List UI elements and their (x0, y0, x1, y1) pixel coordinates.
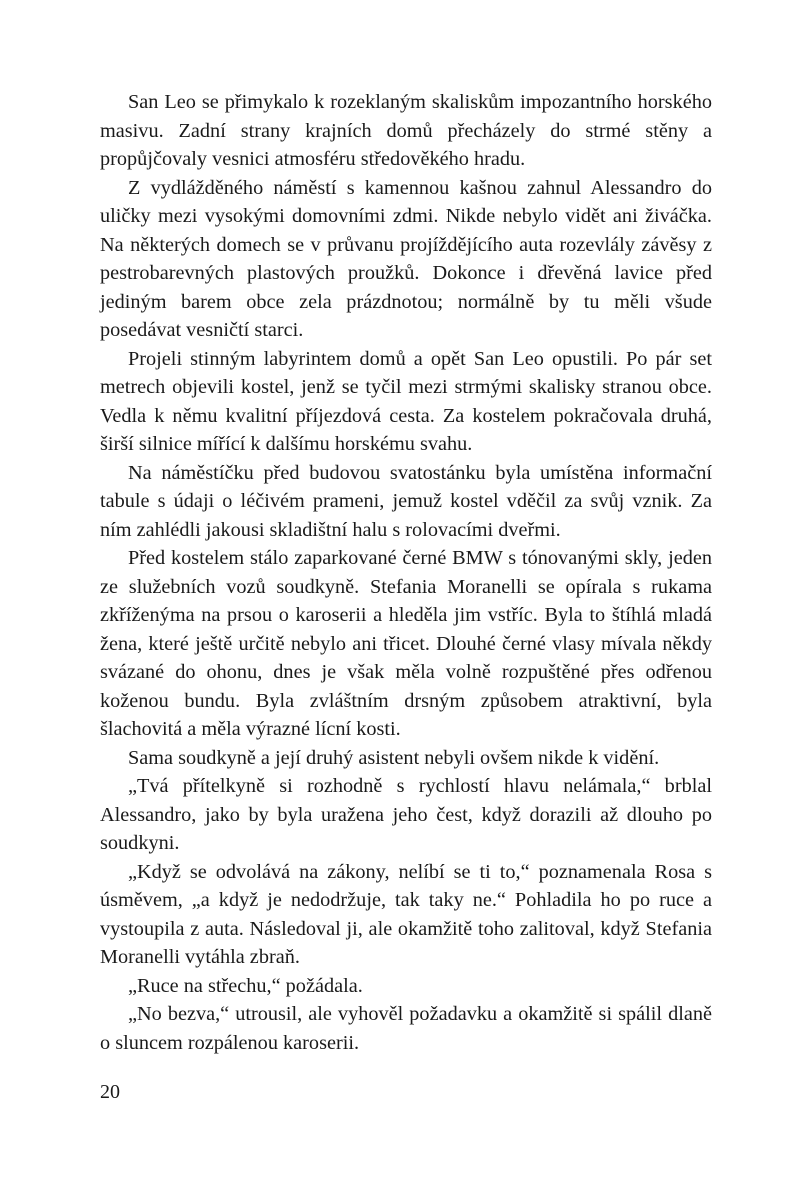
page-number: 20 (100, 1081, 120, 1103)
paragraph: San Leo se přimykalo k rozeklaným skaliskům impozantního horského masivu. Zadní strany krajních domů přecházely do strmé stěny a propůjčovaly vesnici atmosféru středověkého hradu. (100, 91, 712, 170)
paragraph: „Tvá přítelkyně si rozhodně s rychlostí hlavu nelámala,“ brblal Alessandro, jako by byla uražena jeho čest, když dorazili až dlouho po soudkyni. (100, 775, 712, 854)
page-body (100, 88, 712, 1057)
paragraph: „No bezva,“ utrousil, ale vyhověl požadavku a okamžitě si spálil dlaně o sluncem rozpálenou karoserii. (100, 1003, 712, 1054)
paragraph: „Ruce na střechu,“ požádala. (128, 974, 363, 997)
paragraph: „Když se odvolává na zákony, nelíbí se ti to,“ poznamenala Rosa s úsměvem, „a když je nedodržuje, tak taky ne.“ Pohladila ho po ruce a vystoupila z auta. Následoval ji, ale okamžitě toho zalitoval, když Stefania Moranelli vytáhla zbraň. (100, 860, 712, 968)
paragraph: Před kostelem stálo zaparkované černé BMW s tónovanými skly, jeden ze služebních vozů soudkyně. Stefania Moranelli se opírala s rukama zkříženýma na prsou o karoserii a hleděla jim vstříc. Byla to štíhlá mladá žena, které ještě určitě nebylo ani třicet. Dlouhé černé vlasy mívala někdy svázané do ohonu, dnes je však měla volně rozpuštěné přes odřenou koženou bundu. Byla zvláštním drsným způsobem atraktivní, byla šlachovitá a měla výrazné lícní kosti. (100, 547, 712, 740)
paragraph: Projeli stinným labyrintem domů a opět San Leo opustili. Po pár set metrech objevili kostel, jenž se tyčil mezi strmými skalisky stranou obce. Vedla k němu kvalitní příjezdová cesta. Za kostelem pokračovala druhá, širší silnice mířící k dalšímu horskému svahu. (100, 347, 712, 455)
paragraph: Na náměstíčku před budovou svatostánku byla umístěna informační tabule s údaji o léčivém prameni, jemuž kostel vděčil za svůj vznik. Za ním zahlédli jakousi skladištní halu s rolovacími dveřmi. (100, 461, 712, 541)
paragraph: Z vydlážděného náměstí s kamennou kašnou zahnul Alessandro do uličky mezi vysokými domovními zdmi. Nikde nebylo vidět ani živáčka. Na některých domech se v průvanu projíždějícího auta rozevlály závěsy z pestrobarevných plastových proužků. Dokonce i dřevěná lavice před jediným barem obce zela prázdnotou; normálně by tu měli všude posedávat vesničtí starci. (100, 176, 712, 341)
paragraph: Sama soudkyně a její druhý asistent nebyli ovšem nikde k vidění. (128, 746, 660, 769)
